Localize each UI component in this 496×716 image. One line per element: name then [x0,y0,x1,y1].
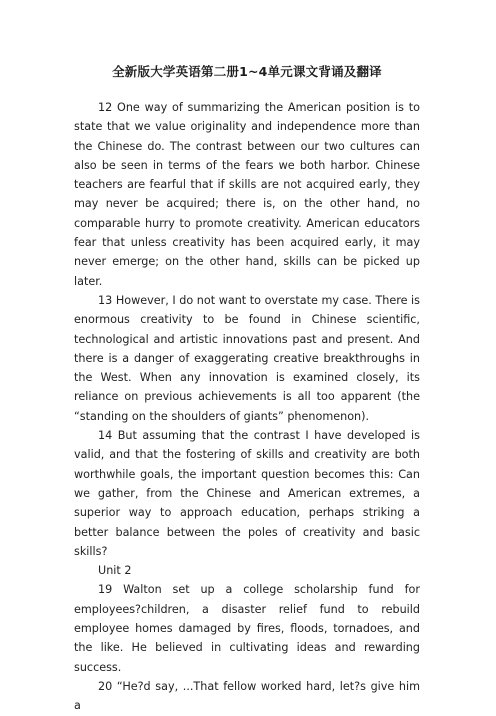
document-title: 全新版大学英语第二册1~4单元课文背诵及翻译 [112,64,382,79]
paragraph-19: 19 Walton set up a college scholarship fund for employees?children, a disaster relief fund to rebuild employee homes damaged by fires, floods, tornadoes, and the like. He believed in cultivating ideas and rewarding success. [74,583,420,674]
paragraph-13: 13 However, I do not want to overstate my case. There is enormous creativity to be found in Chinese scientific, technological and artistic innovations past and present. And there is a danger of exaggerating creative breakthroughs in the West. When any innovation is examined closely, its reliance on previous achievements is all too apparent (the “standing on the shoulders of giants” phenomenon). [74,293,420,423]
paragraph-14: 14 But assuming that the contrast I have developed is valid, and that the fostering of skills and creativity are both worthwhile goals, the important question becomes this: Can we gather, from the Chinese and American extremes, a superior way to approach education, perhaps striking a better balance between the poles of creativity and basic skills? [74,429,420,558]
unit-heading: Unit 2 [98,564,132,578]
paragraph-12: 12 One way of summarizing the American position is to state that we value originality and independence more than the Chinese do. The contrast between our two cultures can also be seen in terms of the fears we both harbor. Chinese teachers are fearful that if skills are not acquired early, they may never be acquired; there is, on the other hand, no comparable hurry to promote creativity. American educators fear that unless creativity has been acquired early, it may never emerge; on the other hand, skills can be picked up later. [74,101,420,288]
paragraph-20: 20 “He?d say, ...That fellow worked hard, let?s give him a [74,679,420,713]
